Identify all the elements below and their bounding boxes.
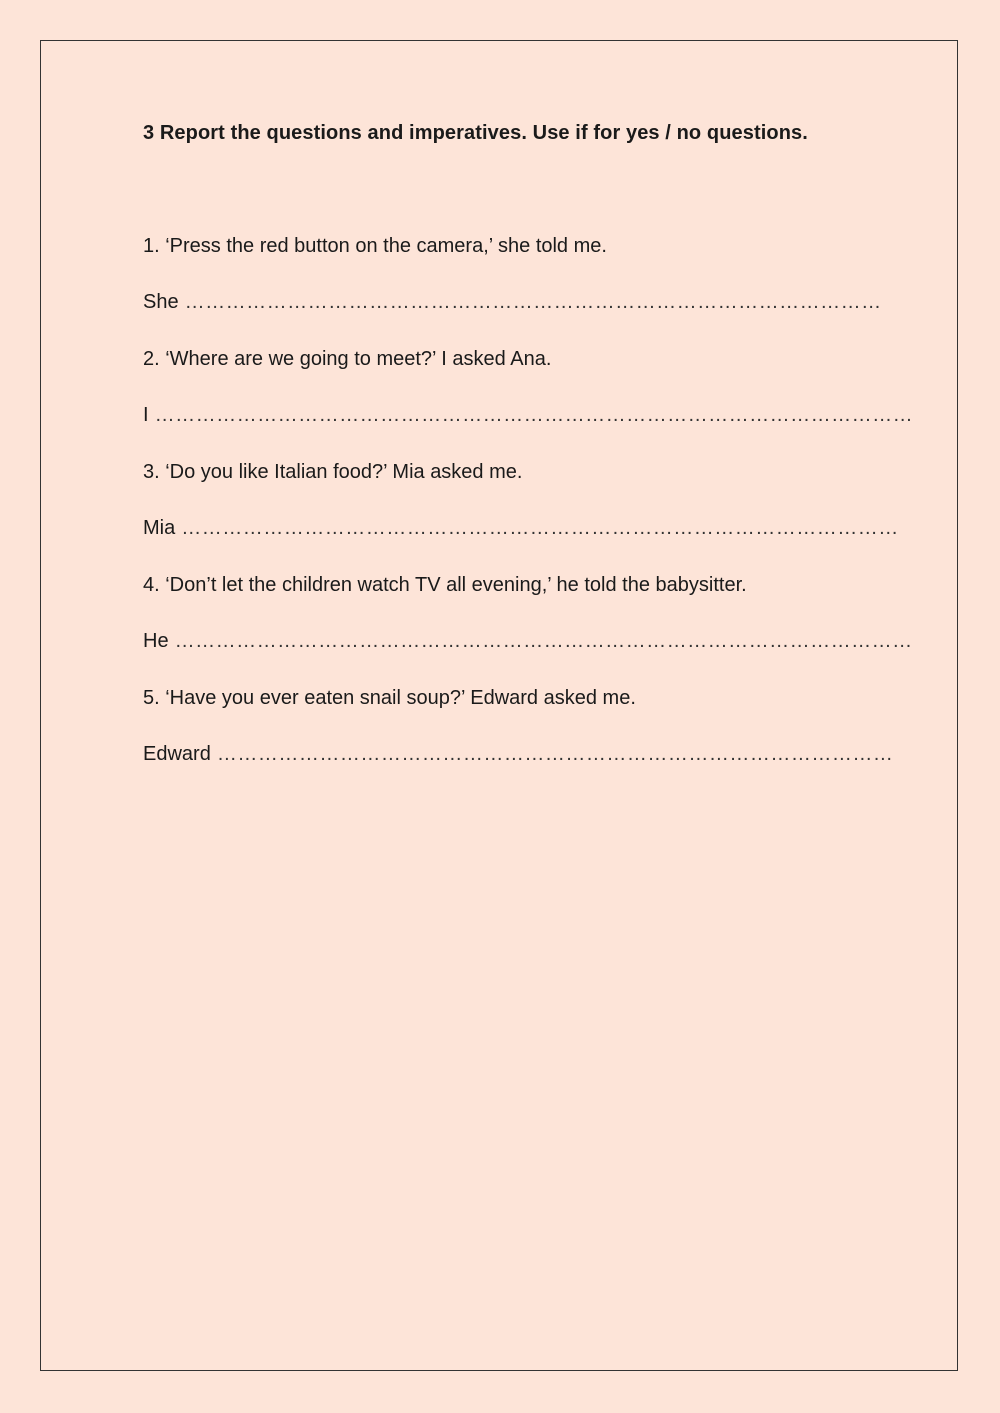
item-prompt: 5. ‘Have you ever eaten snail soup?’ Edward asked me.	[143, 687, 636, 709]
answer-dotted-line[interactable]: ………………………………………………………………………………………	[216, 743, 894, 765]
item-answer-line[interactable]	[143, 514, 899, 542]
worksheet	[143, 118, 914, 797]
answer-starter: I	[143, 404, 149, 426]
item-answer-line[interactable]	[143, 740, 894, 768]
exercise-item-4	[143, 571, 913, 655]
exercise-item-2	[143, 345, 914, 429]
answer-starter: She	[143, 291, 179, 313]
item-answer-line[interactable]	[143, 627, 913, 655]
answer-dotted-line[interactable]: ………………………………………………………………………………………………	[174, 630, 913, 652]
exercise-heading: 3 Report the questions and imperatives. Use if for yes / no questions.	[143, 122, 808, 144]
answer-dotted-line[interactable]: …………………………………………………………………………………………	[184, 291, 882, 313]
item-prompt: 4. ‘Don’t let the children watch TV all evening,’ he told the babysitter.	[143, 574, 747, 596]
answer-dotted-line[interactable]: …………………………………………………………………………………………………	[154, 404, 914, 426]
item-answer-line[interactable]	[143, 401, 914, 429]
item-prompt: 2. ‘Where are we going to meet?’ I asked Ana.	[143, 348, 552, 370]
answer-starter: Edward	[143, 743, 211, 765]
answer-starter: Mia	[143, 517, 176, 539]
exercise-list	[143, 232, 914, 768]
item-answer-line[interactable]	[143, 288, 882, 316]
answer-dotted-line[interactable]: ……………………………………………………………………………………………	[181, 517, 899, 539]
exercise-item-5	[143, 684, 894, 768]
item-prompt: 3. ‘Do you like Italian food?’ Mia asked me.	[143, 461, 523, 483]
exercise-item-3	[143, 458, 899, 542]
item-prompt: 1. ‘Press the red button on the camera,’ she told me.	[143, 235, 607, 257]
answer-starter: He	[143, 630, 169, 652]
exercise-item-1	[143, 232, 882, 316]
